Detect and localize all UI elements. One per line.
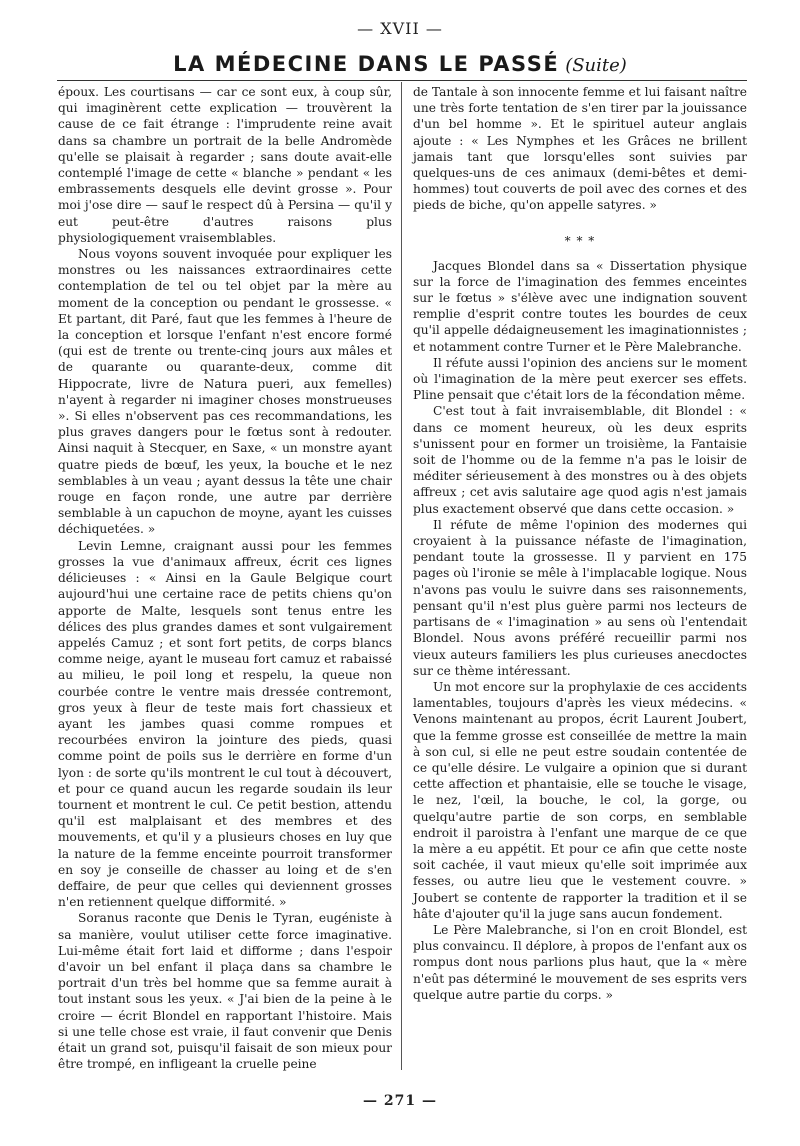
right-paragraph-7: Le Père Malebranche, si l'on en croit Blondel, est plus convaincu. Il déplore, à propos de l'enfant aux os rompus dont nous parlions plus haut, que la « mère n'eût pas déterminé le mouvement de ses esprits vers quelque autre partie du corps. » <box>413 922 747 1002</box>
left-paragraph-1: époux. Les courtisans — car ce sont eux, à coup sûr, qui imaginèrent cette explication — trouvèrent la cause de ce fait étrange : l'imprudente reine avait dans sa chambre un portrait de la belle Andromède qu'elle se plaisait à regarder ; sans doute avait-elle contemplé l'image de cette « blanche » pendant « les embrassements desquels elle devint grosse ». Pour moi j'ose dire — sauf le respect dû à Persina — qu'il y eut peut-être d'autres raisons plus physiologiquement vraisemblables. <box>58 85 392 245</box>
right-paragraph-4: C'est tout à fait invraisemblable, dit Blondel : « dans ce moment heureux, où les deux esprits s'unissent pour en former un troisième, la Fantaisie soit de l'homme ou de la femme n'a pas le loisir de méditer sérieusement à des monstres ou à des objets affreux ; cet avis salutaire age quod agis n'est jamais plus exactement observé que dans cette occasion. » <box>413 404 747 516</box>
left-paragraph-3: Levin Lemne, craignant aussi pour les femmes grosses la vue d'animaux affreux, écrit ces lignes délicieuses : « Ainsi en la Gaule Belgique court aujourd'hui une certaine race de petits chiens qu'on apporte de Malte, lesquels sont tenus entre les délices des plus grandes dames et sont vulgairement appelés Camuz ; et sont fort petits, de corps blancs comme neige, ayant le museau fort camuz et rabaissé au milieu, le poil long et respelu, la queue non courbée contre le ventre mais dressée contremont, gros yeux à fleur de teste mais fort chassieux et ayant les jambes quasi comme rompues et recourbées environ la jointure des pieds, quasi comme point de poils sus le derrière en forme d'un lyon : de sorte qu'ils montrent le cul tout à découvert, et pour ce quand aucun les regarde soudain ils leur tournent et montrent le cul. Ce petit bestion, attendu qu'il est malplaisant et des membres et des mouvements, et qu'il y a plusieurs choses en luy que la nature de la femme enceinte pourroit transformer en soy je conseille de chasser au loing et de s'en deffaire, de peur que celles qui deviennent grosses n'en retiennent quelque difformité. » <box>58 538 392 910</box>
left-paragraph-2: Nous voyons souvent invoquée pour expliquer les monstres ou les naissances extraordinaires cette contemplation de tel ou tel objet par la mère au moment de la conception ou pendant le grossesse. « Et partant, dit Paré, faut que les femmes à l'heure de la conception et lorsque l'enfant n'est encore formé (qui est de trente ou trente-cinq jours aux mâles et de quarante ou quarante-deux, comme dit Hippocrate, livre de Natura pueri, aux femelles) n'ayent à regarder ni imaginer choses monstrueuses ». Si elles n'observent pas ces recommandations, les plus graves dangers pour le fœtus sont à redouter. Ainsi naquit à Stecquer, en Saxe, « un monstre ayant quatre pieds de bœuf, les yeux, la bouche et le nez semblables à un veau ; ayant dessus la tête une chair rouge en façon ronde, une autre par derrière semblable à un capuchon de moyne, ayant les cuisses déchiquetées. » <box>58 247 392 537</box>
right-column <box>413 84 747 1003</box>
section-separator-asterism: ⁎ ⁎ ⁎ <box>564 229 596 244</box>
article-title <box>0 52 800 76</box>
right-paragraph-5: Il réfute de même l'opinion des modernes qui croyaient à la puissance néfaste de l'imagination, pendant toute la grossesse. Il y parvient en 175 pages où l'ironie se mêle à l'implacable logique. Nous n'avons pas voulu le suivre dans ses raisonnements, pensant qu'il n'est plus guère parmi nos lecteurs de partisans de « l'imagination » au sens où l'entendait Blondel. Nous avons préféré recueillir parmi nos vieux auteurs familiers les plus curieuses anecdoctes sur ce thème intéressant. <box>413 517 747 678</box>
right-paragraph-2: Jacques Blondel dans sa « Dissertation physique sur la force de l'imagination des femmes enceintes sur le fœtus » s'élève avec une indignation souvent remplie d'esprit contre toutes les bourdes de ceux qu'il appelle dédaigneusement les imaginationnistes ; et notamment contre Turner et le Père Malebranche. <box>413 258 747 354</box>
right-paragraph-6: Un mot encore sur la prophylaxie de ces accidents lamentables, toujours d'après les vieux médecins. « Venons maintenant au propos, écrit Laurent Joubert, que la femme grosse est conseillée de mettre la main à son cul, si elle ne peut estre soudain contentée de ce qu'elle désire. Le vulgaire a opinion que si durant cette affection et phantaisie, elle se touche le visage, le nez, l'œil, la bouche, le col, la gorge, ou quelqu'autre partie de son corps, en semblable endroit il paroistra à l'enfant une marque de ce que la mère a eu appétit. Et pour ce afin que cette noste soit cachée, il vaut mieux qu'elle soit imprimée aux fesses, ou autre lieu que le vestement couvre. » Joubert se contente de rapporter la tradition et il se hâte d'ajouter qu'il la juge sans aucun fondement. <box>413 679 747 921</box>
right-paragraph-1: de Tantale à son innocente femme et lui faisant naître une très forte tentation de s'en tirer par la jouissance d'un bel homme ». Et le spirituel auteur anglais ajoute : « Les Nymphes et les Grâces ne brillent jamais tant que lorsqu'elles sont suivies par quelques-uns de ces animaux (demi-bêtes et demi-hommes) tout couverts de poil avec des cornes et des pieds de biche, qu'on appelle satyres. » <box>413 85 747 213</box>
article-title-suffix: (Suite) <box>565 55 627 76</box>
left-column <box>58 84 392 1072</box>
column-divider <box>401 82 402 1070</box>
article-title-text: LA MÉDECINE DANS LE PASSÉ <box>173 52 560 76</box>
roman-page-number: — XVII — <box>357 19 443 38</box>
right-paragraph-3: Il réfute aussi l'opinion des anciens sur le moment où l'imagination de la mère peut exercer ses effets. Pline pensait que c'était lors de la fécondation même. <box>413 355 747 403</box>
folio-page-number: — 271 — <box>363 1093 437 1109</box>
header-rule <box>57 80 747 81</box>
left-paragraph-4: Soranus raconte que Denis le Tyran, eugéniste à sa manière, voulut utiliser cette force imaginative. Lui-même était fort laid et difforme ; dans l'espoir d'avoir un bel enfant il plaça dans sa chambre le portrait d'un très bel homme que sa femme aurait à tout instant sous les yeux. « J'ai bien de la peine à le croire — écrit Blondel en rapportant l'histoire. Mais si une telle chose est vraie, il faut convenir que Denis était un grand sot, puisqu'il faisait de son mieux pour être trompé, en infligeant la cruelle peine <box>58 911 392 1072</box>
